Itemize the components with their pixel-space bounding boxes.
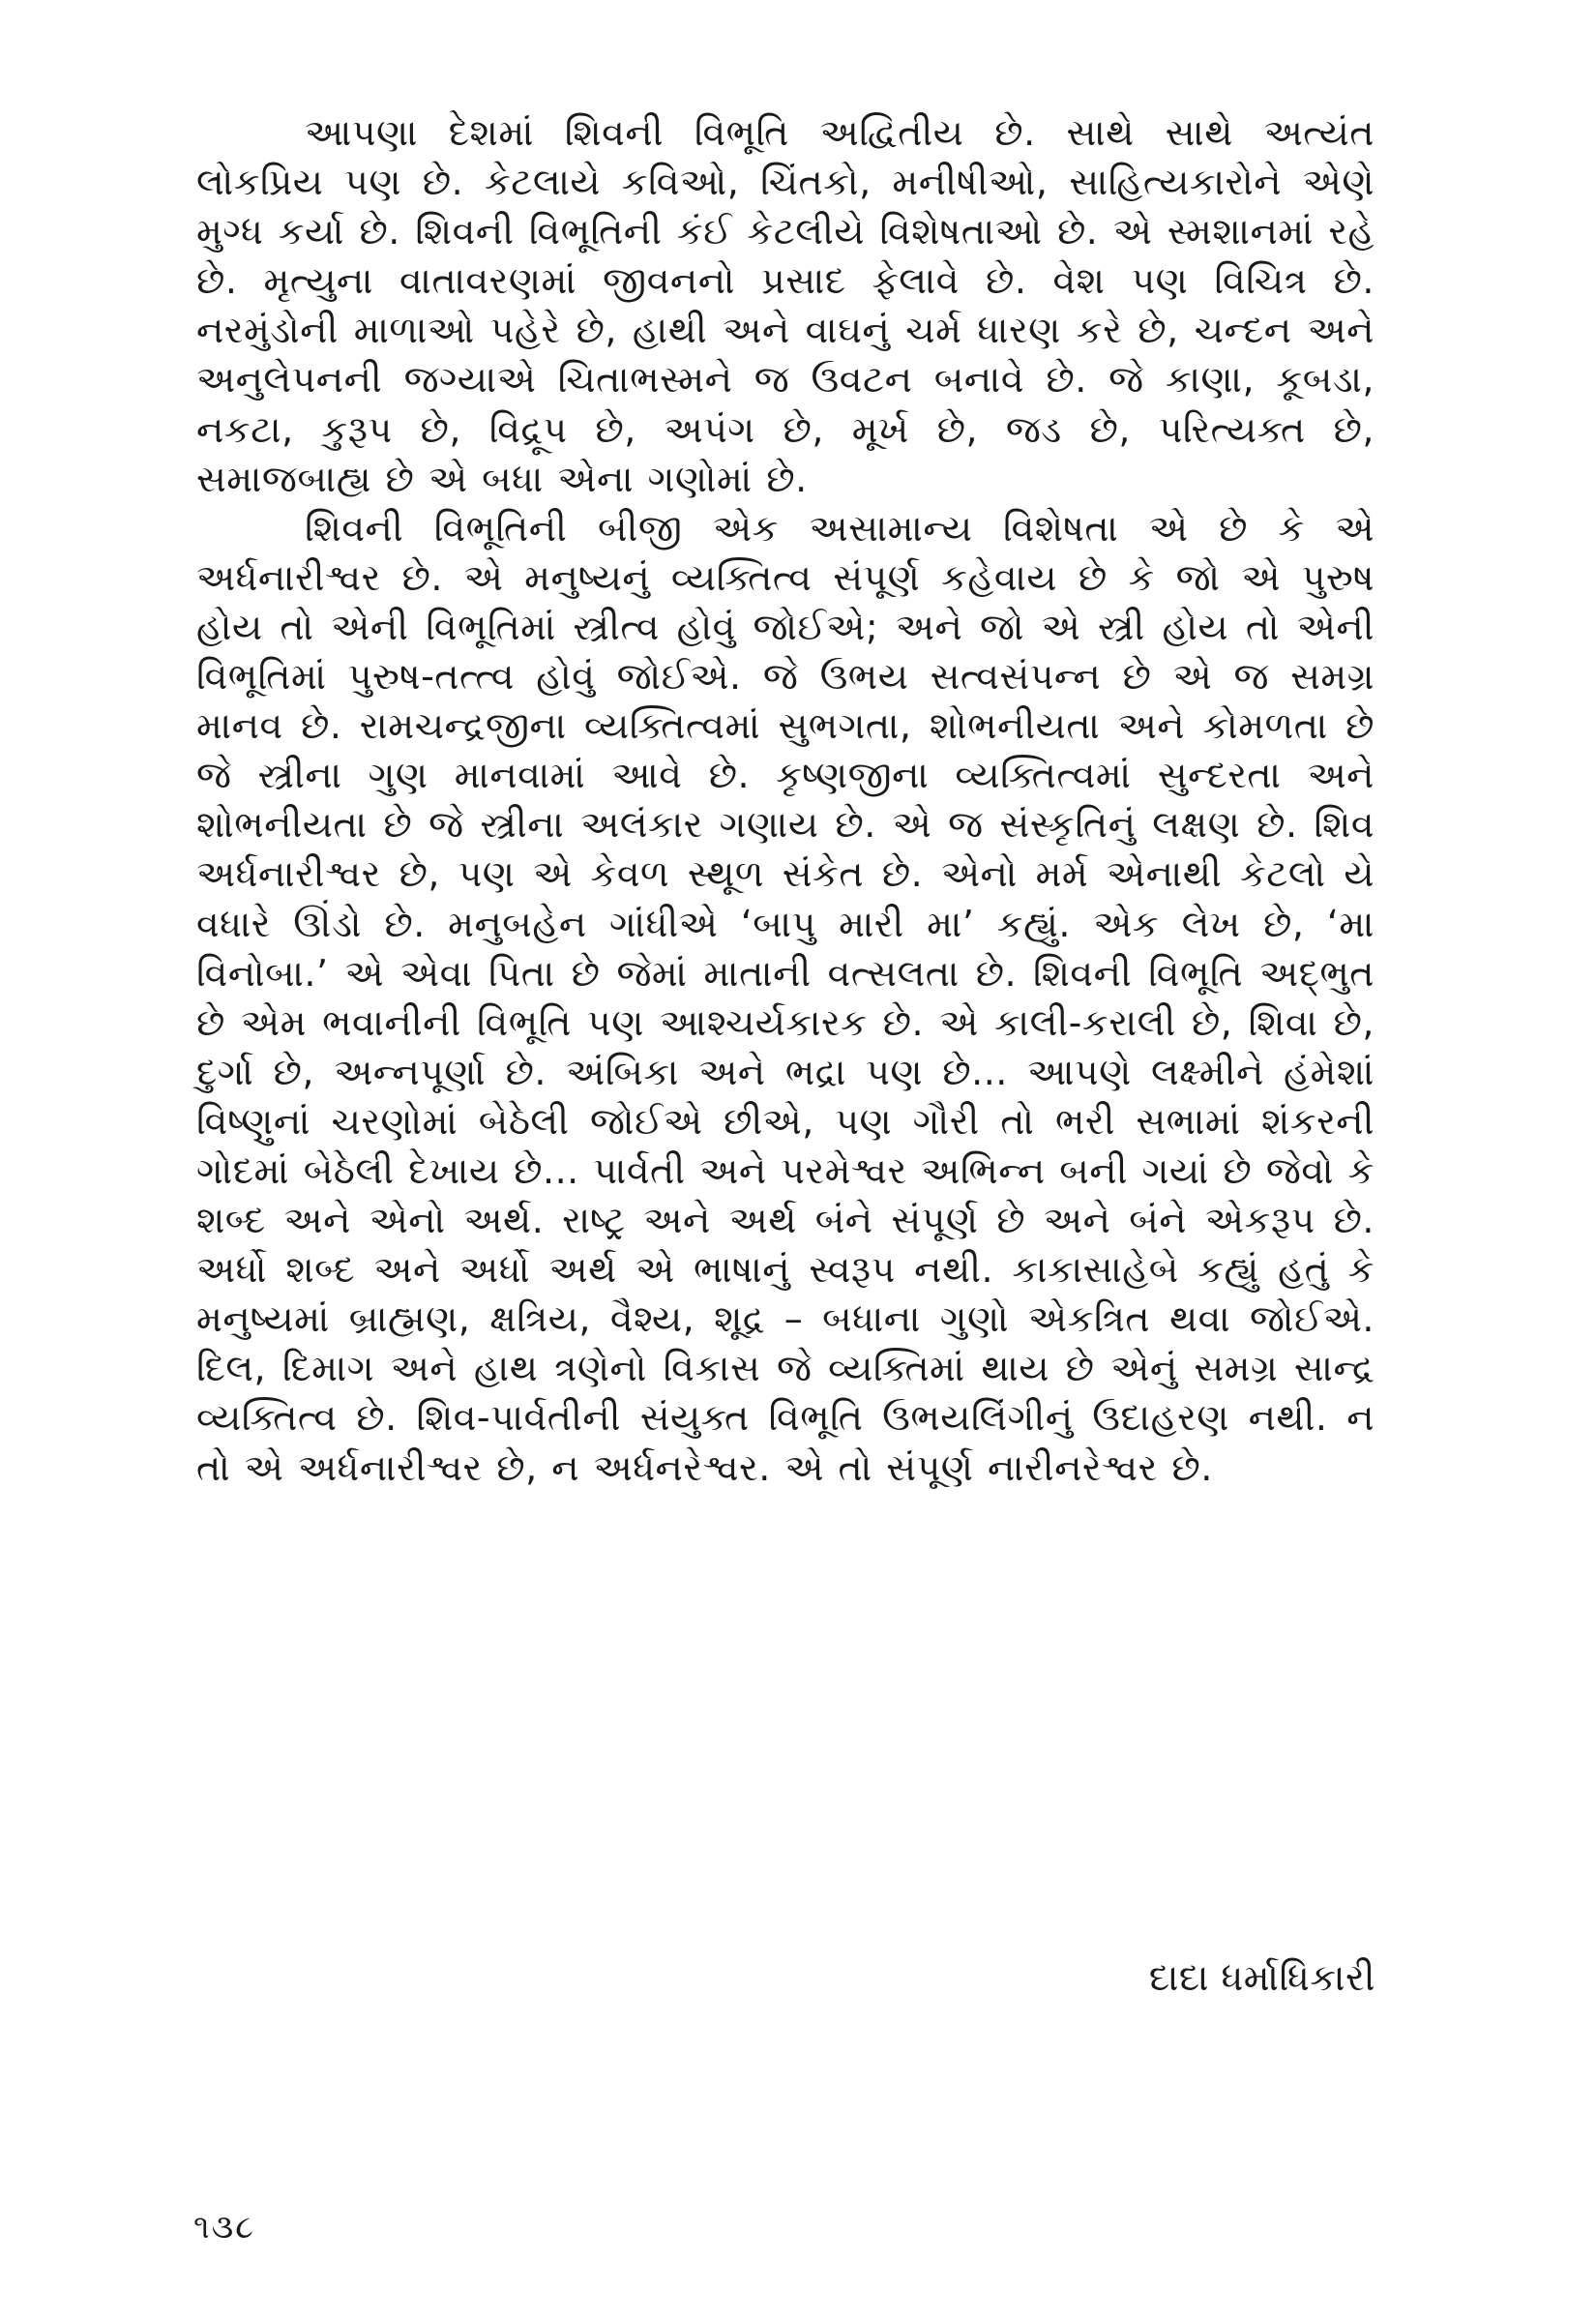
page-number: ૧૩૮ — [193, 2208, 256, 2247]
author-signature: દાદા ધર્માધિકારી — [1148, 1956, 1375, 1999]
article-body — [196, 108, 1374, 1493]
paragraph-1: આપણા દેશમાં શિવની વિભૂતિ અદ્વિતીય છે. સાથે સાથે અત્યંત લોકપ્રિય પણ છે. કેટલાયે કવિઓ, ચિંતકો, મનીષીઓ, સાહિત્યકારોને એણે મુગ્ધ કર્યા છે. શિવની વિભૂતિની કંઈ કેટલીયે વિશેષતાઓ છે. એ સ્મશાનમાં રહે છે. મૃત્યુના વાતાવરણમાં જીવનનો પ્રસાદ ફેલાવે છે. વેશ પણ વિચિત્ર છે. નરમુંડોની માળાઓ પહેરે છે, હાથી અને વાઘનું ચર્મ ધારણ કરે છે, ચન્દન અને અનુલેપનની જગ્યાએ ચિતાભસ્મને જ ઉવટન બનાવે છે. જે કાણા, કૂબડા, નકટા, કુરૂપ છે, વિદ્રૂપ છે, અપંગ છે, મૂર્ખ છે, જડ છે, પરિત્યક્ત છે, સમાજબાહ્ય છે એ બધા એના ગણોમાં છે. — [196, 111, 1374, 500]
paragraph-2: શિવની વિભૂતિની બીજી એક અસામાન્ય વિશેષતા એ છે કે એ અર્ધનારીશ્વર છે. એ મનુષ્યનું વ્યક્તિત્વ સંપૂર્ણ કહેવાય છે કે જો એ પુરુષ હોય તો એની વિભૂતિમાં સ્ત્રીત્વ હોવું જોઈએ; અને જો એ સ્ત્રી હોય તો એની વિભૂતિમાં પુરુષ-તત્ત્વ હોવું જોઈએ. જે ઉભય સત્વસંપન્ન છે એ જ સમગ્ર માનવ છે. રામચન્દ્રજીના વ્યક્તિત્વમાં સુભગતા, શોભનીયતા અને કોમળતા છે જે સ્ત્રીના ગુણ માનવામાં આવે છે. કૃષ્ણજીના વ્યક્તિત્વમાં સુન્દરતા અને શોભનીયતા છે જે સ્ત્રીના અલંકાર ગણાય છે. એ જ સંસ્કૃતિનું લક્ષણ છે. શિવ અર્ધનારીશ્વર છે, પણ એ કેવળ સ્થૂળ સંકેત છે. એનો મર્મ એનાથી કેટલો યે વધારે ઊંડો છે. મનુબહેન ગાંધીએ ‘બાપુ મારી મા’ કહ્યું. એક લેખ છે, ‘મા વિનોબા.’ એ એવા પિતા છે જેમાં માતાની વત્સલતા છે. શિવની વિભૂતિ અદ્‌ભુત છે એમ ભવાનીની વિભૂતિ પણ આશ્ચર્યકારક છે. એ કાલી-કરાલી છે, શિવા છે, દુર્ગા છે, અન્નપૂર્ણા છે. અંબિકા અને ભદ્રા પણ છે... આપણે લક્ષ્મીને હંમેશાં વિષ્ણુનાં ચરણોમાં બેઠેલી જોઈએ છીએ, પણ ગૌરી તો ભરી સભામાં શંકરની ગોદમાં બેઠેલી દેખાય છે... પાર્વતી અને પરમેશ્વર અભિન્ન બની ગયાં છે જેવો કે શબ્દ અને એનો અર્થ. રાષ્ટ્ર અને અર્થ બંને સંપૂર્ણ છે અને બંને એકરૂપ છે. અર્ધો શબ્દ અને અર્ધો અર્થ એ ભાષાનું સ્વરૂપ નથી. કાકાસાહેબે કહ્યું હતું કે મનુષ્યમાં બ્રાહ્મણ, ક્ષત્રિય, વૈશ્ય, શૂદ્ર – બધાના ગુણો એકત્રિત થવા જોઈએ. દિલ, દિમાગ અને હાથ ત્રણેનો વિકાસ જે વ્યક્તિમાં થાય છે એનું સમગ્ર સાન્દ્ર વ્યક્તિત્વ છે. શિવ-પાર્વતીની સંયુક્ત વિભૂતિ ઉભયલિંગીનું ઉદાહરણ નથી. ન તો એ અર્ધનારીશ્વર છે, ન અર્ધનરેશ્વર. એ તો સંપૂર્ણ નારીનરેશ્વર છે. — [196, 506, 1374, 1489]
